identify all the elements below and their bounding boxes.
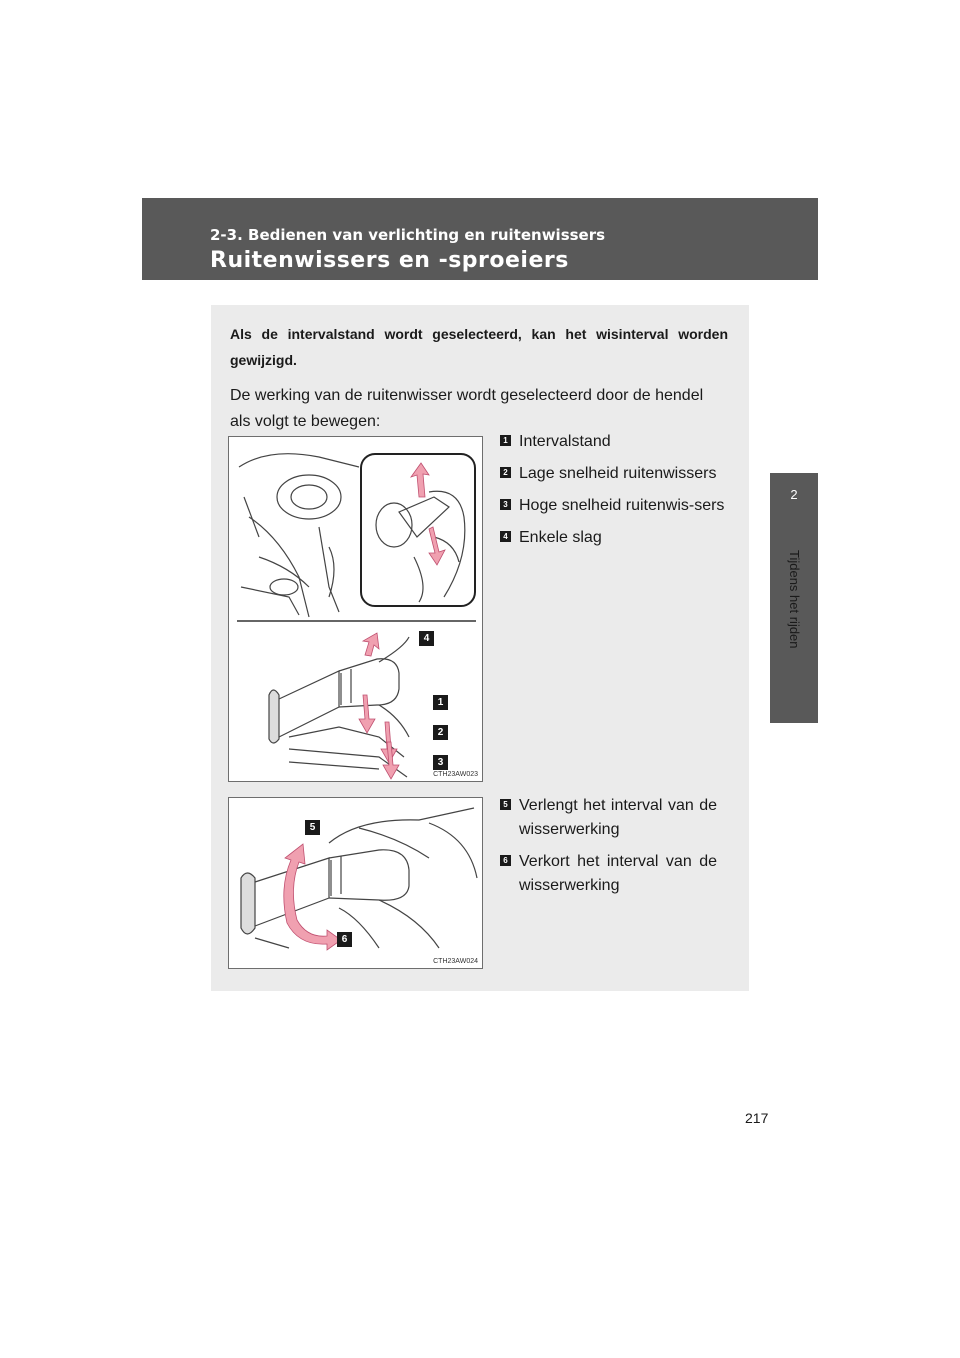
legend-item	[497, 494, 739, 518]
legend-text: Enkele slag	[519, 529, 602, 546]
intro-text: De werking van de ruitenwisser wordt geselecteerd door de hendel als volgt te bewegen:	[230, 387, 704, 430]
legend-list-2	[497, 794, 717, 906]
wiper-lever-figure-2	[228, 797, 483, 969]
section-header	[142, 198, 818, 280]
figure-code: CTH23AW023	[433, 771, 478, 778]
page-title: Ruitenwissers en -sproeiers	[210, 248, 569, 273]
callout-badge: 3	[433, 755, 448, 770]
legend-item	[497, 850, 717, 898]
legend-item	[497, 462, 742, 486]
legend-text: Verkort het interval van de wisserwerking	[519, 853, 717, 894]
legend-text: Verlengt het interval van de wisserwerking	[519, 797, 717, 838]
number-badge-icon: 6	[500, 855, 511, 866]
legend-item	[497, 526, 742, 550]
legend-text: Lage snelheid ruitenwissers	[519, 465, 717, 482]
chapter-number: 2	[790, 487, 798, 502]
figure-code: CTH23AW024	[433, 958, 478, 965]
number-badge-icon: 5	[500, 799, 511, 810]
legend-item	[497, 430, 742, 454]
section-label: 2-3. Bedienen van verlichting en ruitenwissers	[210, 226, 606, 244]
chapter-label: Tijdens het rijden	[787, 550, 802, 649]
callout-badge: 2	[433, 725, 448, 740]
callout-badge: 6	[337, 932, 352, 947]
number-badge-icon: 1	[500, 435, 511, 446]
intro-bold-text: Als de intervalstand wordt geselecteerd, kan het wisinterval worden gewijzigd.	[230, 326, 728, 368]
number-badge-icon: 2	[500, 467, 511, 478]
number-badge-icon: 3	[500, 499, 511, 510]
legend-text: Hoge snelheid ruitenwis-sers	[519, 497, 725, 514]
legend-text: Intervalstand	[519, 433, 611, 450]
callout-badge: 5	[305, 820, 320, 835]
callout-badge: 4	[419, 631, 434, 646]
legend-item	[497, 794, 717, 842]
wiper-lever-illustration-2	[229, 798, 484, 970]
wiper-lever-figure-1	[228, 436, 483, 782]
page-number: 217	[745, 1110, 769, 1126]
callout-badge: 1	[433, 695, 448, 710]
legend-list-1	[497, 430, 742, 558]
number-badge-icon: 4	[500, 531, 511, 542]
